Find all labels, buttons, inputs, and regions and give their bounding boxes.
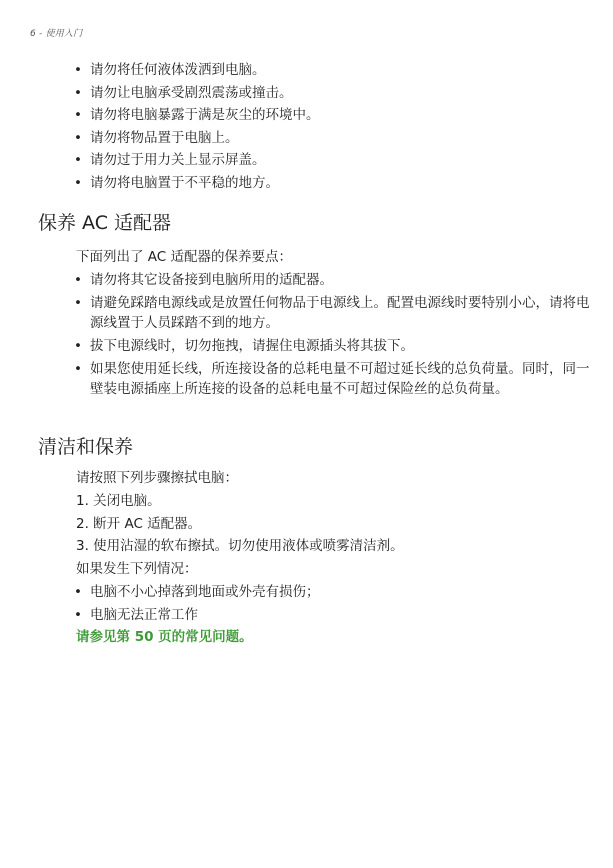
list-item: • 请勿将任何液体泼洒到电脑。 bbox=[72, 59, 320, 82]
list-item: • 请勿将其它设备接到电脑所用的适配器。 bbox=[72, 270, 590, 290]
cleaning-heading: 清洁和保养 bbox=[38, 436, 134, 458]
faq-link[interactable]: 请参见第 50 页的常见问题。 bbox=[76, 629, 253, 645]
list-item: • 如果您使用延长线，所连接设备的总耗电量不可超过延长线的总负荷量。同时，同一壁装电源插座上所连接的设备的总耗电量不可超过保险丝的总负荷量。 bbox=[72, 359, 590, 399]
list-item: • 请勿让电脑承受剧烈震荡或撞击。 bbox=[72, 82, 320, 105]
list-item: • 请勿将物品置于电脑上。 bbox=[72, 127, 320, 150]
step-item: 2. 断开 AC 适配器。 bbox=[76, 515, 202, 532]
ac-adapter-heading: 保养 AC 适配器 bbox=[38, 212, 172, 234]
condition-bullet-list bbox=[72, 581, 320, 626]
ac-adapter-bullet-list bbox=[72, 270, 590, 402]
cleaning-intro: 请按照下列步骤擦拭电脑： bbox=[76, 470, 238, 486]
step-item: 1. 关闭电脑。 bbox=[76, 493, 161, 509]
page-header: 6 - 使用入门 bbox=[30, 29, 83, 39]
condition-text: 如果发生下列情况： bbox=[76, 561, 198, 577]
ac-adapter-intro: 下面列出了 AC 适配器的保养要点： bbox=[76, 249, 293, 265]
care-bullet-list bbox=[72, 59, 320, 194]
step-item: 3. 使用沾湿的软布擦拭。切勿使用液体或喷雾清洁剂。 bbox=[76, 538, 404, 554]
list-item: • 请勿将电脑暴露于满是灰尘的环境中。 bbox=[72, 104, 320, 127]
list-item: • 请勿过于用力关上显示屏盖。 bbox=[72, 149, 320, 172]
list-item: • 电脑不小心掉落到地面或外壳有损伤； bbox=[72, 581, 320, 604]
list-item: • 拔下电源线时，切勿拖拽，请握住电源插头将其拔下。 bbox=[72, 336, 590, 356]
list-item: • 请勿将电脑置于不平稳的地方。 bbox=[72, 172, 320, 195]
list-item: • 电脑无法正常工作 bbox=[72, 604, 320, 627]
list-item: • 请避免踩踏电源线或是放置任何物品于电源线上。配置电源线时要特别小心，请将电源线置于人员踩踏不到的地方。 bbox=[72, 293, 590, 333]
cleaning-steps bbox=[76, 490, 404, 558]
